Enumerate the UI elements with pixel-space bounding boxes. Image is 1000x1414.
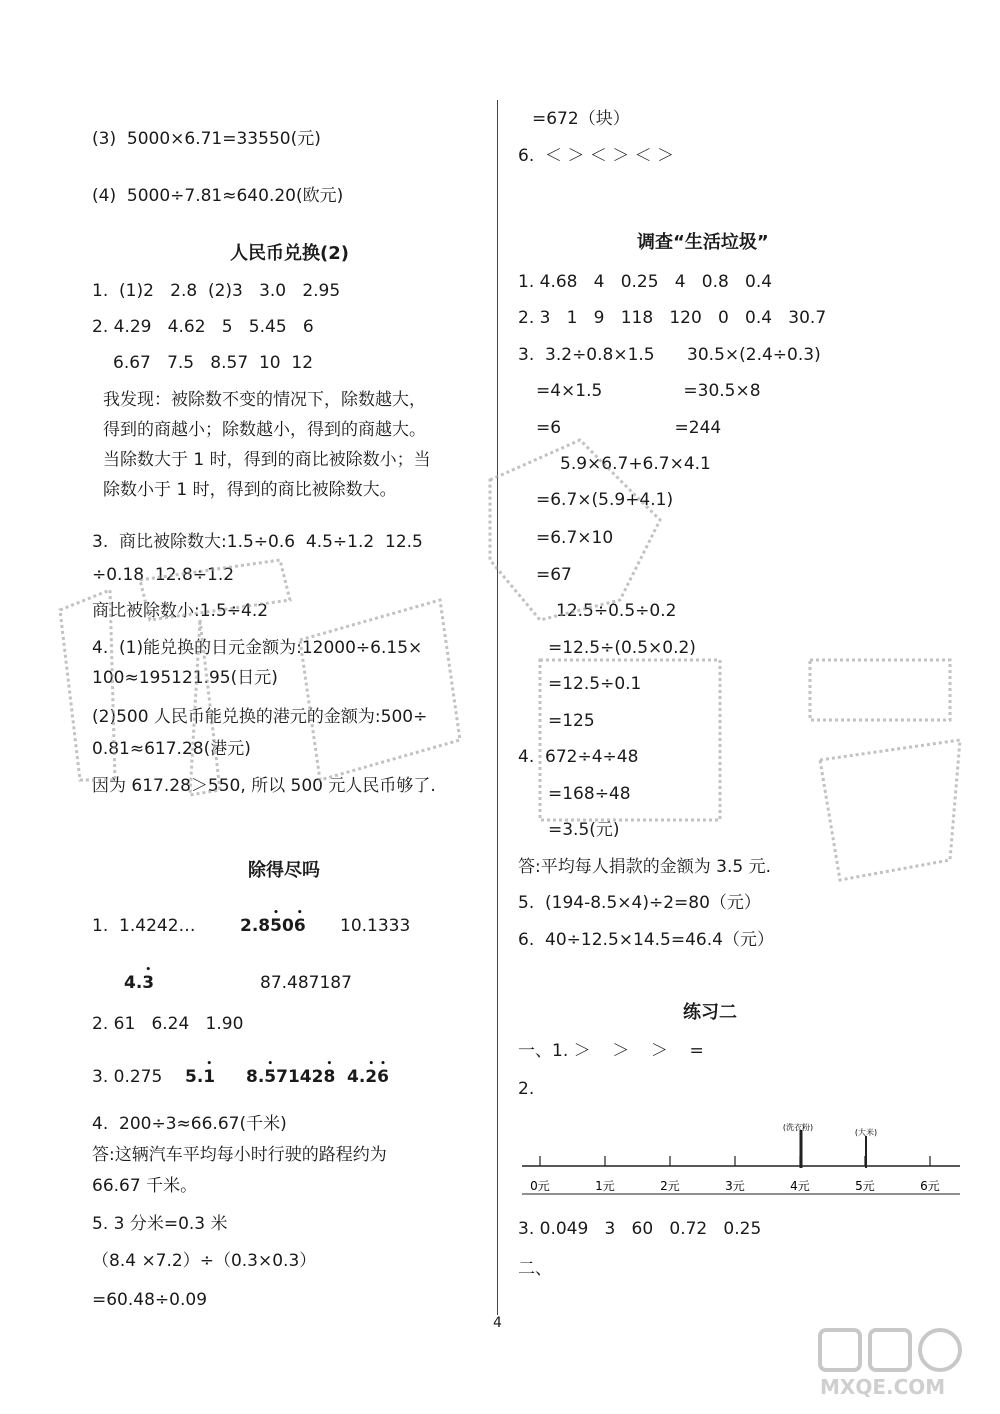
watermark-stroke (820, 740, 960, 880)
repeating-decimal (185, 1066, 215, 1088)
answer-line: 除数小于 1 时，得到的商比被除数大。 (103, 480, 397, 500)
answer-line: ÷0.18 12.8÷1.2 (92, 565, 235, 585)
page-number: 4 (493, 1315, 502, 1331)
answer-line: 2. (518, 1079, 535, 1099)
repeating-digit: 1 • (203, 1066, 215, 1088)
marker-rice (855, 1127, 877, 1168)
answer-line: 1. 1.4242… (92, 916, 196, 936)
answer-line: =60.48÷0.09 (92, 1290, 208, 1310)
answer-line: 商比被除数小:1.5÷4.2 (92, 601, 269, 621)
answer-line: 6. 40÷12.5×14.5=46.4（元） (518, 930, 774, 950)
answer-line: 100≈195121.95(日元) (92, 668, 278, 688)
answer-line: =12.5÷0.1 (548, 674, 642, 694)
answer-line: 4. 200÷3≈66.67(千米) (92, 1114, 287, 1134)
answer-line: 3. 0.049 3 60 0.72 0.25 (518, 1219, 762, 1239)
section-title: 调查“生活垃圾” (637, 232, 769, 253)
answer-line: 10.1333 (340, 916, 411, 936)
decimal-part: 4. (347, 1067, 366, 1087)
answer-line: 6. ＜ ＞ ＜ ＞ ＜ ＞ (518, 146, 675, 166)
answer-line: =4×1.5 =30.5×8 (536, 381, 761, 401)
answer-line: =6.7×(5.9+4.1) (536, 490, 674, 510)
column-divider (497, 100, 498, 1315)
answer-line: （8.4 ×7.2）÷（0.3×0.3） (92, 1251, 317, 1271)
tick-label: 2元 (660, 1179, 680, 1193)
number-line-ticks (530, 1156, 940, 1193)
section-title: 除得尽吗 (248, 860, 320, 881)
answer-line: 5.9×6.7+6.7×4.1 (560, 454, 711, 474)
tick-label: 1元 (595, 1179, 615, 1193)
answer-line: 5. 3 分米=0.3 米 (92, 1214, 228, 1234)
decimal-part: 2.8 (240, 916, 271, 936)
answer-line: 1. 4.68 4 0.25 4 0.8 0.4 (518, 272, 773, 292)
answer-line: 4. (1)能兑换的日元金额为:12000÷6.15× (92, 638, 423, 658)
marker-detergent-label: (洗衣粉) (782, 1123, 814, 1132)
answer-line: 2. 3 1 9 118 120 0 0.4 30.7 (518, 308, 827, 328)
tick-label: 3元 (725, 1179, 745, 1193)
tick-label: 4元 (790, 1179, 810, 1193)
answer-line: 答:平均每人捐款的金额为 3.5 元. (518, 857, 771, 877)
answer-line: 5. (194-8.5×4)÷2=80（元） (518, 893, 761, 913)
answer-line: 1. (1)2 2.8 (2)3 3.0 2.95 (92, 281, 341, 301)
repeating-digit: 6 • (294, 915, 306, 937)
answer-line: 一、1. ＞ ＞ ＞ = (518, 1041, 704, 1061)
answer-line: 3. 商比被除数大:1.5÷0.6 4.5÷1.2 12.5 (92, 532, 423, 552)
answer-line: 得到的商越小；除数越小，得到的商越大。 (103, 420, 426, 440)
tick-label: 0元 (530, 1179, 550, 1193)
tick-label: 6元 (920, 1179, 940, 1193)
answer-line: 12.5÷0.5÷0.2 (556, 601, 677, 621)
answer-line: =6.7×10 (536, 528, 614, 548)
answer-line: =672（块） (532, 109, 630, 129)
answer-line: 因为 617.28＞550, 所以 500 元人民币够了. (92, 776, 436, 796)
answer-line: =125 (548, 711, 595, 731)
watermark-text: MXQE.COM (820, 1375, 946, 1399)
answer-line: (4) 5000÷7.81≈640.20(欧元) (92, 186, 344, 206)
answer-line: 当除数大于 1 时，得到的商比被除数小；当 (103, 450, 431, 470)
answer-line: =168÷48 (548, 784, 631, 804)
answer-line: 4. 672÷4÷48 (518, 747, 639, 767)
number-line (515, 1118, 970, 1198)
marker-detergent (783, 1122, 813, 1168)
answer-line: 0.81≈617.28(港元) (92, 739, 251, 759)
repeating-digit: 5 • (264, 1066, 276, 1088)
repeating-decimal (347, 1066, 389, 1088)
repeating-digit: 6 • (377, 1066, 389, 1088)
answer-line: =6 =244 (536, 418, 722, 438)
answer-line: 3. 0.275 (92, 1067, 163, 1087)
answer-line: =3.5(元) (548, 820, 620, 840)
repeating-decimal (240, 915, 306, 937)
answer-line: 我发现：被除数不变的情况下，除数越大， (103, 390, 426, 410)
decimal-part: 7142 (276, 1067, 324, 1087)
answer-line: (2)500 人民币能兑换的港元的金额为:500÷ (92, 707, 428, 727)
answer-line: 2. 4.29 4.62 5 5.45 6 (92, 317, 314, 337)
repeating-digit: 5 • (270, 915, 282, 937)
decimal-part: 8. (246, 1067, 265, 1087)
answer-line: 3. 3.2÷0.8×1.5 30.5×(2.4÷0.3) (518, 345, 821, 365)
answer-line: 答:这辆汽车平均每小时行驶的路程约为 (92, 1145, 387, 1165)
watermark-stroke (300, 600, 460, 780)
decimal-part: 5. (185, 1067, 204, 1087)
marker-rice-label: (大米) (854, 1128, 878, 1137)
repeating-digit: 8 • (323, 1066, 335, 1088)
answer-line: =12.5÷(0.5×0.2) (548, 638, 696, 658)
answer-line: 二、 (518, 1259, 552, 1279)
section-title: 人民币兑换(2) (230, 243, 349, 264)
answer-line: 66.67 千米。 (92, 1176, 198, 1196)
section-title: 练习二 (683, 1002, 737, 1023)
repeating-decimal (124, 972, 154, 994)
answer-line: =67 (536, 565, 572, 585)
repeating-digit: 3 • (142, 972, 154, 994)
answer-line: (3) 5000×6.71=33550(元) (92, 129, 321, 149)
decimal-part: 0 (281, 916, 294, 936)
answer-line: 87.487187 (260, 973, 352, 993)
tick-label: 5元 (855, 1179, 875, 1193)
decimal-part: 4. (124, 973, 143, 993)
answer-line: 6.67 7.5 8.57 10 12 (113, 353, 314, 373)
watermark-stroke (810, 660, 950, 720)
repeating-digit: 2 • (365, 1066, 377, 1088)
answer-line: 2. 61 6.24 1.90 (92, 1014, 244, 1034)
repeating-decimal (246, 1066, 335, 1088)
